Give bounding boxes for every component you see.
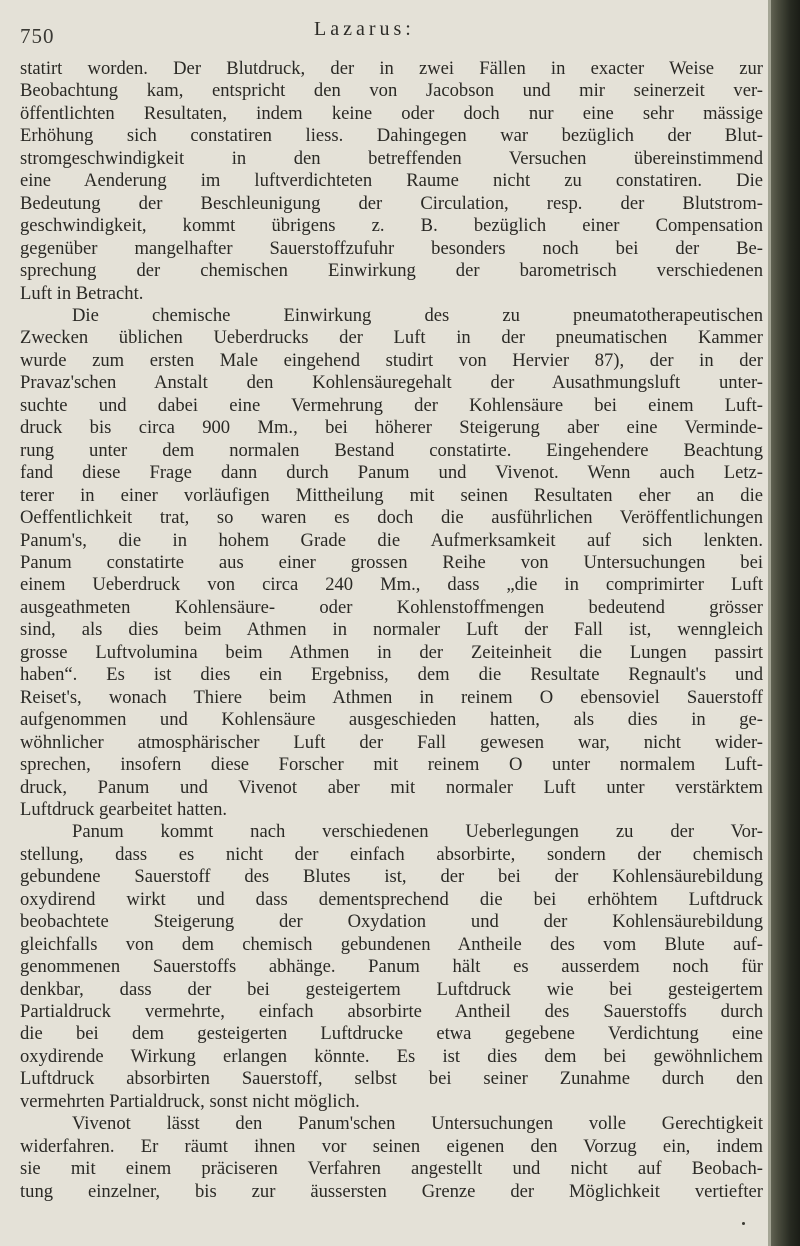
text-line: Die chemische Einwirkung des zu pneumatotherapeutischen (72, 304, 763, 326)
body-text (20, 58, 763, 1203)
text-line: sind, als dies beim Athmen in normaler Luft der Fall ist, wenngleich (20, 619, 763, 641)
text-line: Panum's, die in hohem Grade die Aufmerksamkeit auf sich lenkten. (20, 529, 763, 551)
text-line: stellung, dass es nicht der einfach absorbirte, sondern der chemisch (20, 843, 763, 865)
text-line: tung einzelner, bis zur äussersten Grenze der Möglichkeit vertiefter (20, 1180, 763, 1202)
text-line: Luftdruck absorbirten Sauerstoff, selbst bei seiner Zunahme durch den (20, 1068, 763, 1090)
text-line: ausgeathmeten Kohlensäure- oder Kohlenstoffmengen bedeutend grösser (20, 596, 763, 618)
book-spine (768, 0, 800, 1246)
text-line: Partialdruck vermehrte, einfach absorbirte Antheil des Sauerstoffs durch (20, 1001, 763, 1023)
text-line: oxydirende Wirkung erlangen könnte. Es ist dies dem bei gewöhnlichem (20, 1045, 763, 1067)
text-line: Erhöhung sich constatiren liess. Dahingegen war bezüglich der Blut- (20, 125, 763, 147)
text-line: denkbar, dass der bei gesteigertem Luftdruck wie bei gesteigertem (20, 978, 763, 1000)
text-line: gegenüber mangelhafter Sauerstoffzufuhr besonders noch bei der Be- (20, 237, 763, 259)
text-line: eine Aenderung im luftverdichteten Raume nicht zu constatiren. Die (20, 170, 763, 192)
text-line: beobachtete Steigerung der Oxydation und der Kohlensäurebildung (20, 911, 763, 933)
text-line: sprechung der chemischen Einwirkung der barometrisch verschiedenen (20, 260, 763, 282)
text-line: rung unter dem normalen Bestand constatirte. Eingehendere Beachtung (20, 439, 763, 461)
text-line: widerfahren. Er räumt ihnen vor seinen eigenen den Vorzug ein, indem (20, 1135, 763, 1157)
text-line: suchte und dabei eine Vermehrung der Kohlensäure bei einem Luft- (20, 394, 763, 416)
text-line: oxydirend wirkt und dass dementsprechend die bei erhöhtem Luftdruck (20, 888, 763, 910)
text-line: gleichfalls von dem chemisch gebundenen Antheile des vom Blute auf- (20, 933, 763, 955)
text-line: grosse Luftvolumina beim Athmen in der Zeiteinheit die Lungen passirt (20, 641, 763, 663)
text-line: sie mit einem präciseren Verfahren angestellt und nicht auf Beobach- (20, 1158, 763, 1180)
text-line: wurde zum ersten Male eingehend studirt von Hervier 87), der in der (20, 349, 763, 371)
text-line: vermehrten Partialdruck, sonst nicht möglich. (20, 1090, 360, 1112)
text-line: Pravaz'schen Anstalt den Kohlensäuregehalt der Ausathmungsluft unter- (20, 372, 763, 394)
text-line: Bedeutung der Beschleunigung der Circulation, resp. der Blutstrom- (20, 192, 763, 214)
text-line: fand diese Frage dann durch Panum und Vivenot. Wenn auch Letz- (20, 462, 763, 484)
text-line: die bei dem gesteigerten Luftdrucke etwa gegebene Verdichtung eine (20, 1023, 763, 1045)
text-line: genommenen Sauerstoffs abhänge. Panum hält es ausserdem noch für (20, 956, 763, 978)
page-number: 750 (20, 24, 55, 48)
text-line: Vivenot lässt den Panum'schen Untersuchungen volle Gerechtigkeit (72, 1113, 763, 1135)
text-line: druck bis circa 900 Mm., bei höherer Steigerung aber eine Verminde- (20, 417, 763, 439)
print-speck (742, 1222, 745, 1225)
running-head: Lazarus: (314, 18, 415, 40)
text-line: öffentlichten Resultaten, indem keine oder doch nur eine sehr mässige (20, 102, 763, 124)
text-line: sprechen, insofern diese Forscher mit reinem O unter normalem Luft- (20, 754, 763, 776)
text-line: einem Ueberdruck von circa 240 Mm., dass „die in comprimirter Luft (20, 574, 763, 596)
text-line: geschwindigkeit, kommt übrigens z. B. bezüglich einer Compensation (20, 215, 763, 237)
text-line: stromgeschwindigkeit in den betreffenden Versuchen übereinstimmend (20, 147, 763, 169)
text-line: statirt worden. Der Blutdruck, der in zwei Fällen in exacter Weise zur (20, 58, 763, 79)
text-line: Beobachtung kam, entspricht den von Jacobson und mir seinerzeit ver- (20, 80, 763, 102)
text-line: terer in einer vorläufigen Mittheilung mit seinen Resultaten eher an die (20, 484, 763, 506)
text-line: haben“. Es ist dies ein Ergebniss, dem die Resultate Regnault's und (20, 664, 763, 686)
text-line: gebundene Sauerstoff des Blutes ist, der bei der Kohlensäurebildung (20, 866, 763, 888)
text-line: druck, Panum und Vivenot aber mit normaler Luft unter verstärktem (20, 776, 763, 798)
text-line: Zwecken üblichen Ueberdrucks der Luft in der pneumatischen Kammer (20, 327, 763, 349)
text-line: Panum constatirte aus einer grossen Reihe von Untersuchungen bei (20, 551, 763, 573)
text-line: Oeffentlichkeit trat, so waren es doch die ausführlichen Veröffentlichungen (20, 507, 763, 529)
text-line: Luft in Betracht. (20, 282, 144, 304)
text-line: aufgenommen und Kohlensäure ausgeschieden hatten, als dies in ge- (20, 709, 763, 731)
page-header (0, 14, 768, 54)
text-line: Panum kommt nach verschiedenen Ueberlegungen zu der Vor- (72, 821, 763, 843)
text-line: Luftdruck gearbeitet hatten. (20, 798, 228, 820)
page-edge (768, 0, 771, 1246)
text-line: wöhnlicher atmosphärischer Luft der Fall gewesen war, nicht wider- (20, 731, 763, 753)
text-line: Reiset's, wonach Thiere beim Athmen in reinem O ebensoviel Sauerstoff (20, 686, 763, 708)
